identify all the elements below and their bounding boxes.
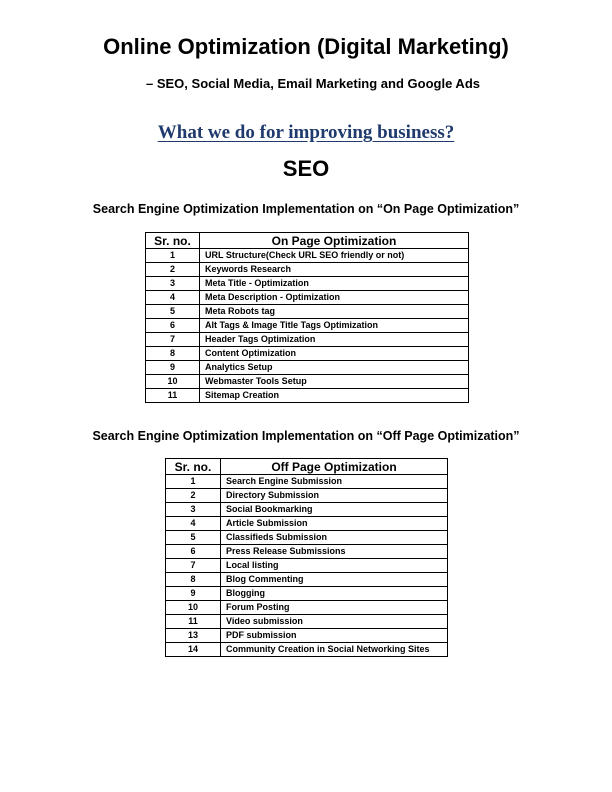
table-row bbox=[166, 475, 448, 489]
row-number: 3 bbox=[146, 277, 200, 291]
row-item: Analytics Setup bbox=[200, 361, 469, 375]
row-number: 4 bbox=[166, 517, 221, 531]
off-page-table bbox=[165, 458, 448, 657]
row-item: Meta Robots tag bbox=[200, 305, 469, 319]
off-page-caption: Search Engine Optimization Implementation on “Off Page Optimization” bbox=[92, 429, 520, 443]
row-number: 11 bbox=[166, 615, 221, 629]
table-row bbox=[166, 615, 448, 629]
row-item: Article Submission bbox=[221, 517, 448, 531]
row-item: Meta Title - Optimization bbox=[200, 277, 469, 291]
table-row bbox=[146, 333, 469, 347]
table-row bbox=[166, 503, 448, 517]
row-item: Press Release Submissions bbox=[221, 545, 448, 559]
table-row bbox=[146, 347, 469, 361]
table-row bbox=[166, 601, 448, 615]
table-row bbox=[146, 277, 469, 291]
table-row bbox=[146, 319, 469, 333]
intro-heading bbox=[0, 122, 612, 144]
row-number: 7 bbox=[146, 333, 200, 347]
row-number: 5 bbox=[166, 531, 221, 545]
row-number: 4 bbox=[146, 291, 200, 305]
seo-heading: SEO bbox=[282, 156, 330, 181]
row-number: 2 bbox=[166, 489, 221, 503]
row-item: Sitemap Creation bbox=[200, 389, 469, 403]
table-row bbox=[166, 643, 448, 657]
row-item: Meta Description - Optimization bbox=[200, 291, 469, 305]
row-number: 14 bbox=[166, 643, 221, 657]
row-number: 8 bbox=[166, 573, 221, 587]
row-number: 6 bbox=[146, 319, 200, 333]
table-row bbox=[166, 517, 448, 531]
row-number: 8 bbox=[146, 347, 200, 361]
table-row bbox=[146, 263, 469, 277]
table-row bbox=[166, 573, 448, 587]
row-item: Content Optimization bbox=[200, 347, 469, 361]
row-item: URL Structure(Check URL SEO friendly or not) bbox=[200, 249, 469, 263]
row-item: Keywords Research bbox=[200, 263, 469, 277]
table-row bbox=[146, 305, 469, 319]
table-row bbox=[166, 531, 448, 545]
row-number: 2 bbox=[146, 263, 200, 277]
document-subtitle: – SEO, Social Media, Email Marketing and Google Ads bbox=[146, 76, 480, 91]
row-item: Header Tags Optimization bbox=[200, 333, 469, 347]
table-row bbox=[166, 587, 448, 601]
row-item: Social Bookmarking bbox=[221, 503, 448, 517]
row-item: PDF submission bbox=[221, 629, 448, 643]
row-item: Directory Submission bbox=[221, 489, 448, 503]
row-number: 10 bbox=[146, 375, 200, 389]
row-number: 13 bbox=[166, 629, 221, 643]
table-row bbox=[166, 559, 448, 573]
row-number: 10 bbox=[166, 601, 221, 615]
column-header-sr-no: Sr. no. bbox=[166, 459, 221, 475]
row-item: Search Engine Submission bbox=[221, 475, 448, 489]
row-number: 5 bbox=[146, 305, 200, 319]
row-item: Classifieds Submission bbox=[221, 531, 448, 545]
row-number: 3 bbox=[166, 503, 221, 517]
row-item: Blog Commenting bbox=[221, 573, 448, 587]
column-header-on-page: On Page Optimization bbox=[200, 233, 469, 249]
row-number: 6 bbox=[166, 545, 221, 559]
row-number: 1 bbox=[166, 475, 221, 489]
table-row bbox=[166, 629, 448, 643]
table-row bbox=[166, 545, 448, 559]
intro-heading-text: What we do for improving business? bbox=[157, 122, 455, 143]
table-row bbox=[146, 249, 469, 263]
document-title: Online Optimization (Digital Marketing) bbox=[103, 34, 509, 59]
table-row bbox=[146, 361, 469, 375]
row-number: 11 bbox=[146, 389, 200, 403]
row-item: Community Creation in Social Networking Sites bbox=[221, 643, 448, 657]
table-row bbox=[146, 389, 469, 403]
table-row bbox=[146, 375, 469, 389]
row-number: 7 bbox=[166, 559, 221, 573]
table-row bbox=[166, 489, 448, 503]
row-number: 9 bbox=[166, 587, 221, 601]
table-row bbox=[146, 291, 469, 305]
row-item: Blogging bbox=[221, 587, 448, 601]
row-item: Webmaster Tools Setup bbox=[200, 375, 469, 389]
table-header-row bbox=[166, 459, 448, 475]
row-item: Forum Posting bbox=[221, 601, 448, 615]
off-page-table-body bbox=[166, 475, 448, 657]
table-header-row bbox=[146, 233, 469, 249]
row-item: Local listing bbox=[221, 559, 448, 573]
on-page-table-body bbox=[146, 249, 469, 403]
row-item: Video submission bbox=[221, 615, 448, 629]
row-number: 9 bbox=[146, 361, 200, 375]
row-item: Alt Tags & Image Title Tags Optimization bbox=[200, 319, 469, 333]
column-header-sr-no: Sr. no. bbox=[146, 233, 200, 249]
on-page-table bbox=[145, 232, 469, 403]
row-number: 1 bbox=[146, 249, 200, 263]
column-header-off-page: Off Page Optimization bbox=[221, 459, 448, 475]
on-page-caption: Search Engine Optimization Implementation on “On Page Optimization” bbox=[92, 202, 520, 216]
